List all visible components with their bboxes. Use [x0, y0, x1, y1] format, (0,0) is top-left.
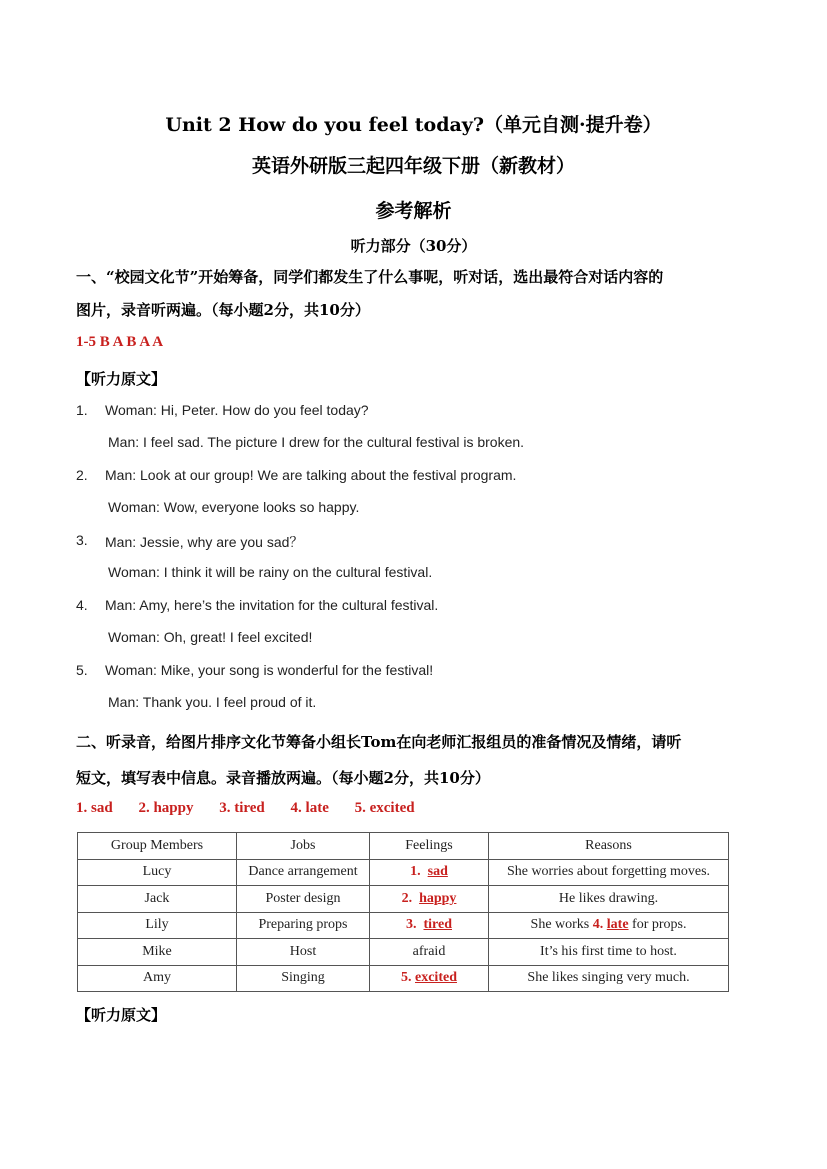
member-cell: Amy — [78, 965, 237, 992]
part1-instruction — [76, 261, 766, 327]
document-title: Unit 2 How do you feel today?（单元自测·提升卷） — [165, 114, 662, 136]
dialogue-line: Man: I feel sad. The picture I drew for the cultural festival is broken. — [108, 434, 525, 450]
job-cell: Singing — [237, 965, 370, 992]
member-cell: Mike — [78, 939, 237, 966]
feeling-cell — [370, 886, 489, 913]
dialogue-line: Woman: Oh, great! I feel excited! — [108, 629, 313, 645]
part1-transcript-label: 【听力原文】 — [76, 370, 167, 388]
member-cell: Lily — [78, 912, 237, 939]
reason-cell: She worries about forgetting moves. — [489, 859, 729, 886]
reason-cell — [489, 912, 729, 939]
table-header: Jobs — [237, 833, 370, 860]
table-header: Reasons — [489, 833, 729, 860]
answer-item: 1. sad — [76, 800, 113, 816]
feeling-number: 5. — [401, 970, 412, 986]
job-cell: Dance arrangement — [237, 859, 370, 886]
part2-instruction-line2: 短文，填写表中信息。录音播放两遍。（每小题2分，共10分） — [76, 769, 490, 787]
feeling-number: 3. — [405, 917, 417, 933]
section-title: 听力部分（30分） — [350, 237, 477, 255]
reason-cell: She likes singing very much. — [489, 965, 729, 992]
dialogue-line: Woman: Hi, Peter. How do you feel today? — [105, 402, 369, 418]
table-row — [78, 886, 729, 913]
feeling-number: 1. — [410, 864, 421, 880]
feeling-cell — [370, 912, 489, 939]
dialogue-line: Woman: Wow, everyone looks so happy. — [108, 499, 360, 515]
part1-instruction-line1: 一、“校园文化节”开始筹备，同学们都发生了什么事呢，听对话，选出最符合对话内容的 — [76, 268, 664, 286]
answer-item: 3. tired — [219, 800, 265, 816]
answer-item: 5. excited — [354, 800, 415, 816]
job-cell: Poster design — [237, 886, 370, 913]
dialogue-number: 5. — [76, 662, 88, 678]
reason-cell: It’s his first time to host. — [489, 939, 729, 966]
reason-answer-wrap — [607, 917, 629, 932]
feeling-answer: tired — [423, 917, 452, 933]
feeling-cell: afraid — [370, 939, 489, 966]
feeling-answer: sad — [427, 864, 448, 880]
dialogue-number: 2. — [76, 467, 88, 483]
dialogue-number: 1. — [76, 402, 88, 418]
part2-instruction — [76, 724, 766, 796]
table-row — [78, 912, 729, 939]
feeling-answer: happy — [419, 890, 457, 906]
job-cell: Host — [237, 939, 370, 966]
table-row — [78, 859, 729, 886]
document-subtitle: 英语外研版三起四年级下册（新教材） — [251, 155, 575, 177]
dialogue-line: Man: Thank you. I feel proud of it. — [108, 694, 317, 710]
part2-transcript-label: 【听力原文】 — [76, 1006, 167, 1024]
answer-item: 4. late — [290, 800, 329, 816]
table-header: Feelings — [370, 833, 489, 860]
table-row — [78, 965, 729, 992]
table-header: Group Members — [78, 833, 237, 860]
job-cell: Preparing props — [237, 912, 370, 939]
table-row — [78, 939, 729, 966]
dialogue-line: Man: Jessie, why are you sad？ — [105, 534, 304, 550]
feeling-cell — [370, 859, 489, 886]
answer-item: 2. happy — [138, 800, 194, 816]
part2-instruction-line1: 二、听录音，给图片排序文化节筹备小组长Tom在向老师汇报组员的准备情况及情绪，请听 — [76, 733, 682, 751]
dialogue-line: Man: Look at our group! We are talking about the festival program. — [105, 467, 517, 483]
reason-text: for props. — [628, 917, 687, 933]
member-cell: Lucy — [78, 859, 237, 886]
dialogue-line: Man: Amy, here’s the invitation for the cultural festival. — [105, 597, 439, 613]
reason-answer: late — [606, 917, 629, 933]
dialogue-number: 3. — [76, 532, 88, 548]
member-cell: Jack — [78, 886, 237, 913]
feeling-number: 2. — [401, 890, 413, 906]
dialogue-line: Woman: I think it will be rainy on the cultural festival. — [108, 564, 433, 580]
document-heading: 参考解析 — [375, 200, 452, 222]
dialogue-line: Woman: Mike, your song is wonderful for the festival! — [105, 662, 434, 678]
info-table — [77, 832, 729, 992]
reason-cell: He likes drawing. — [489, 886, 729, 913]
dialogue-number: 4. — [76, 597, 88, 613]
part2-answers — [76, 800, 437, 817]
reason-number: 4. — [592, 917, 604, 933]
part1-instruction-line2: 图片，录音听两遍。（每小题2分，共10分） — [76, 301, 370, 319]
table-header-row — [78, 833, 729, 860]
feeling-answer: excited — [415, 970, 457, 986]
feeling-cell — [370, 965, 489, 992]
reason-text: She works — [530, 917, 593, 933]
part1-answers: 1-5 B A B A A — [76, 334, 164, 350]
